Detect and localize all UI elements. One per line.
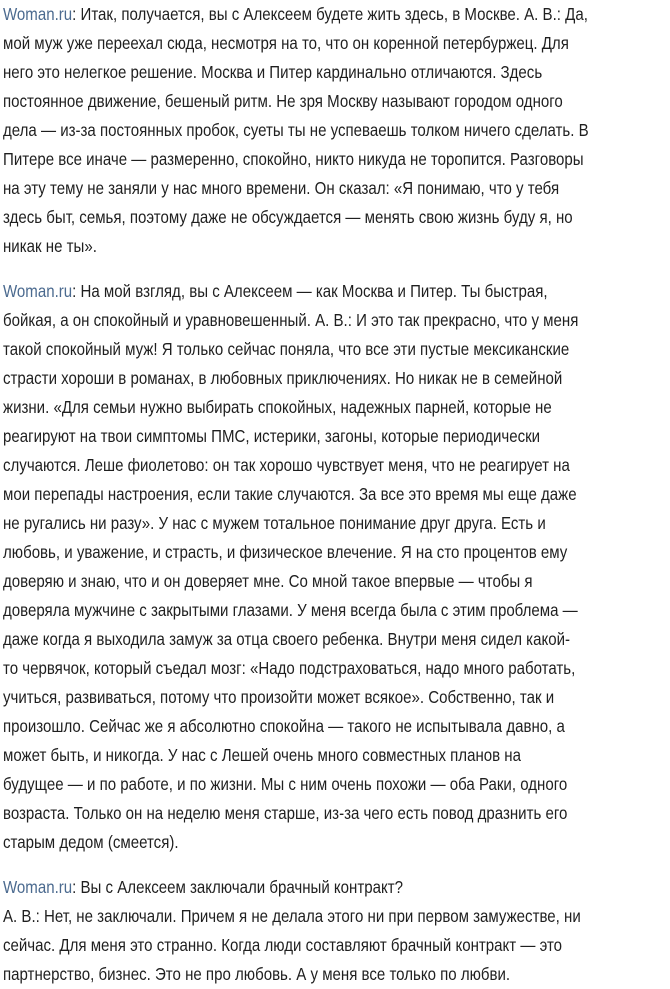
paragraph-moscow-move (3, 0, 667, 261)
text-line: Питере все иначе — размеренно, спокойно, никто никуда не торопится. Разговоры (3, 149, 584, 169)
text-line: старым дедом (смеется). (3, 832, 179, 852)
text-line: возраста. Только он на неделю меня старше, из-за чего есть повод дразнить его (3, 803, 568, 823)
text-line: то червячок, который съедал мозг: «Надо подстраховаться, надо много работать, (3, 658, 576, 678)
text-line: страсти хороши в романах, в любовных приключениях. Но никак не в семейной (3, 368, 563, 388)
text-line: него это нелегкое решение. Москва и Питер кардинально отличаются. Здесь (3, 62, 543, 82)
text-line: постоянное движение, бешеный ритм. Не зря Москву называют городом одного (3, 91, 563, 111)
source-link-woman-ru[interactable]: Woman.ru (3, 4, 73, 24)
text-line: бойкая, а он спокойный и уравновешенный. А. В.: И это так прекрасно, что у меня (3, 310, 579, 330)
text-line: будущее — и по работе, и по жизни. Мы с ним очень похожи — оба Раки, одного (3, 774, 568, 794)
source-link-woman-ru[interactable]: Woman.ru (3, 877, 73, 897)
text-line: доверяю и знаю, что и он доверяет мне. Со мной такое впервые — чтобы я (3, 571, 533, 591)
source-link-woman-ru[interactable]: Woman.ru (3, 281, 73, 301)
text-line: партнерство, бизнес. Это не про любовь. А у меня все только по любви. (3, 964, 511, 984)
text-line: А. В.: Нет, не заключали. Причем я не делала этого ни при первом замужестве, ни (3, 906, 581, 926)
text-line: Woman.ru: На мой взгляд, вы с Алексеем — как Москва и Питер. Ты быстрая, (3, 281, 548, 301)
text-line: на эту тему не заняли у нас много времени. Он сказал: «Я понимаю, что у тебя (3, 178, 560, 198)
paragraph-spacer (3, 857, 667, 873)
text-line: случаются. Леше фиолетово: он так хорошо чувствует меня, что не реагирует на (3, 455, 570, 475)
text-line: жизни. «Для семьи нужно выбирать спокойных, надежных парней, которые не (3, 397, 552, 417)
article-body (3, 0, 667, 989)
text-line: доверяла мужчине с закрытыми глазами. У меня всегда была с этим проблема — (3, 600, 578, 620)
text-line: Woman.ru: Вы с Алексеем заключали брачный контракт? (3, 877, 404, 897)
text-line: мои перепады настроения, если такие случаются. За все это время мы еще даже (3, 484, 577, 504)
text-line: любовь, и уважение, и страсть, и физическое влечение. Я на сто процентов ему (3, 542, 568, 562)
paragraph-moscow-and-piter (3, 277, 667, 857)
text-line: учиться, развиваться, потому что произойти может всякое». Собственно, так и (3, 687, 555, 707)
text-line: реагируют на твои симптомы ПМС, истерики, загоны, которые периодически (3, 426, 541, 446)
text-line: не ругались ни разу». У нас с мужем тотальное понимание друг друга. Есть и (3, 513, 546, 533)
text-line: никак не ты». (3, 236, 97, 256)
paragraph-marriage-contract (3, 873, 667, 989)
paragraph-spacer (3, 261, 667, 277)
text-line: мой муж уже переехал сюда, несмотря на то, что он коренной петербуржец. Для (3, 33, 569, 53)
text-line: Woman.ru: Итак, получается, вы с Алексеем будете жить здесь, в Москве. А. В.: Да, (3, 4, 588, 24)
text-line: произошло. Сейчас же я абсолютно спокойна — такого не испытывала давно, а (3, 716, 565, 736)
text-line: дела — из-за постоянных пробок, суеты ты не успеваешь толком ничего сделать. В (3, 120, 589, 140)
text-line: здесь быт, семья, поэтому даже не обсуждается — менять свою жизнь буду я, но (3, 207, 573, 227)
text-line: сейчас. Для меня это странно. Когда люди составляют брачный контракт — это (3, 935, 563, 955)
text-line: даже когда я выходила замуж за отца своего ребенка. Внутри меня сидел какой- (3, 629, 571, 649)
text-line: такой спокойный муж! Я только сейчас поняла, что все эти пустые мексиканские (3, 339, 570, 359)
text-line: может быть, и никогда. У нас с Лешей очень много совместных планов на (3, 745, 522, 765)
